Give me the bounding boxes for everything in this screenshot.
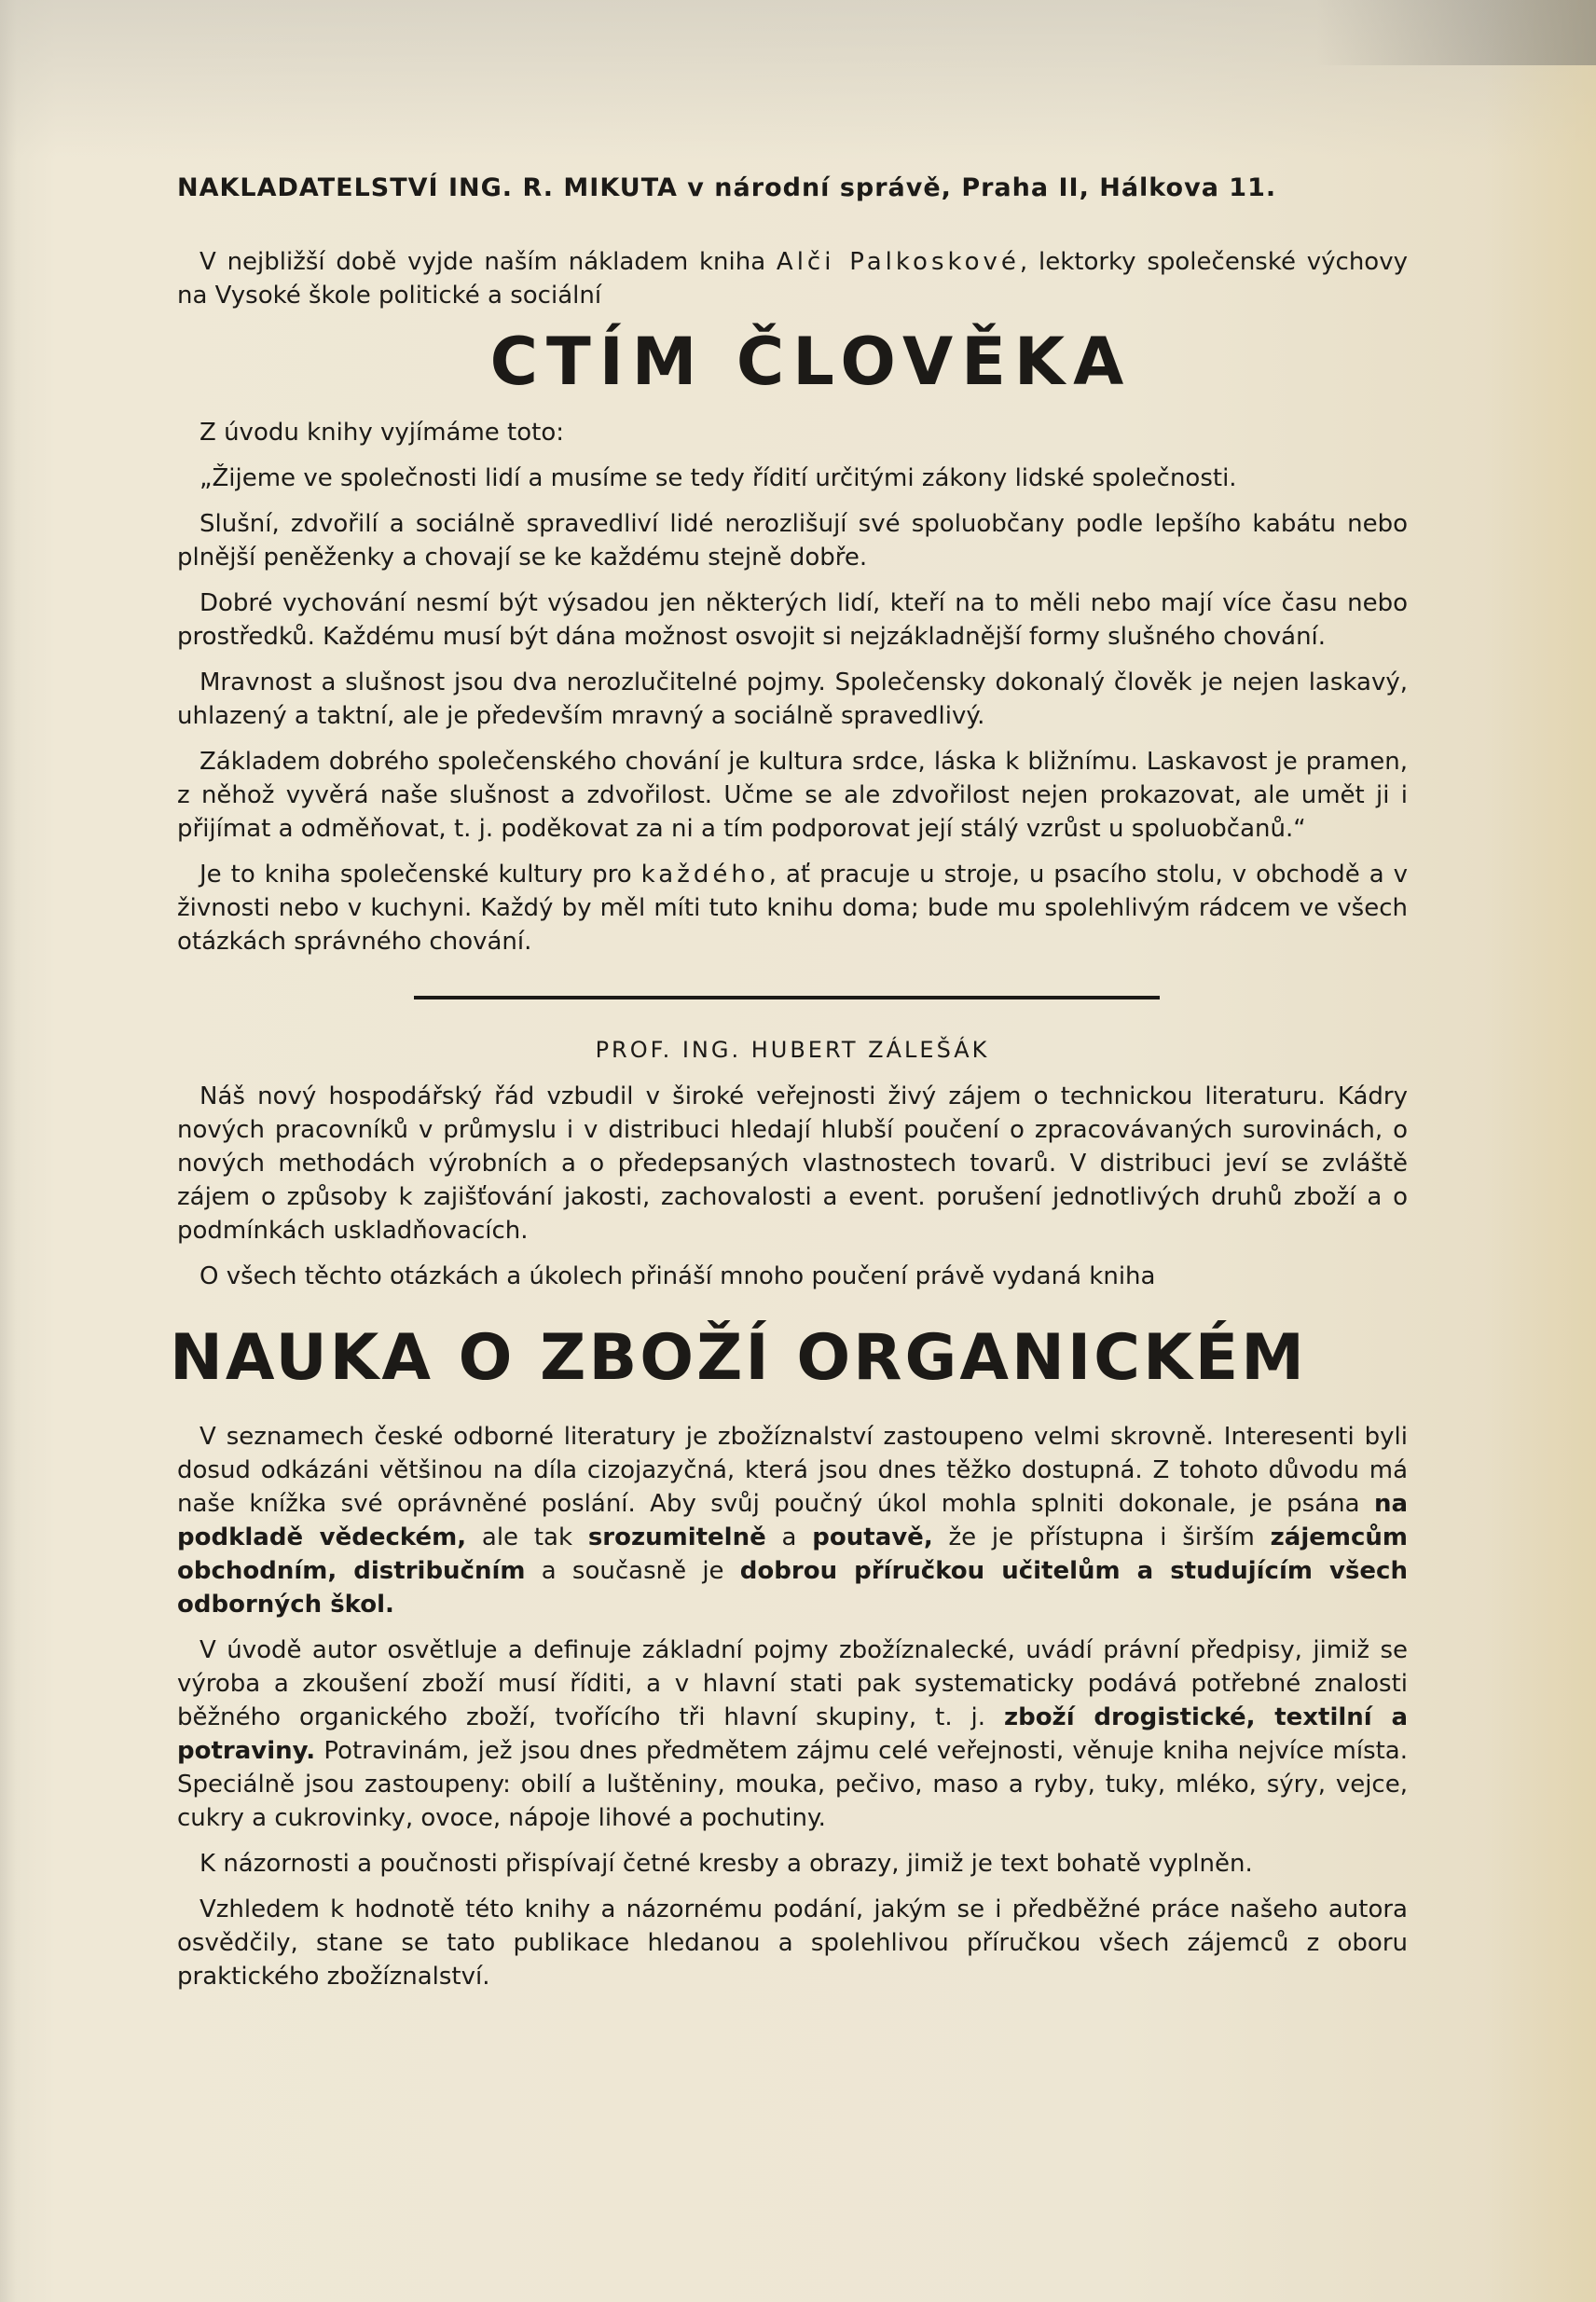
- book1-paragraph: Základem dobrého společenského chování je kultura srdce, láska k bližnímu. Laskavost je pramen, z něhož vyvěrá naše slušnost a zdvořilost. Učme se ale zdvořilost nejen prokazovat, ale umět ji i přijímat a odměňovat, t. j. poděkovat za ni a tím podporovat její stálý vzrůst u spoluobčanů.“: [177, 748, 1408, 843]
- book2-paragraph: O všech těchto otázkách a úkolech přináší mnoho poučení právě vydaná kniha: [200, 1262, 1156, 1290]
- book2-paragraph: V seznamech české odborné literatury je zbožíznalství zastoupeno velmi skrovně. Interesenti byli dosud odkázáni většinou na díla cizojazyčná, která jsou dnes těžko dostupná. Z tohoto důvodu má naše knížka své oprávněné poslání. Aby svůj poučný úkol mohla splniti dokonale, je psána na podkladě vědeckém, ale tak srozumitelně a poutavě, že je přístupna i širším zájemcům obchodním, distribučním a současně je dobrou příručkou učitelům a studujícím všech odborných škol.: [177, 1423, 1408, 1619]
- book1-title: CTÍM ČLOVĚKA: [489, 324, 1133, 400]
- book2-title: NAUKA O ZBOŽÍ ORGANICKÉM: [170, 1321, 1307, 1395]
- book2-paragraph: Vzhledem k hodnotě této knihy a názornému podání, jakým se i předběžné práce našeho autora osvědčily, stane se tato publikace hledanou a spolehlivou příručkou všech zájemců z oboru praktického zbožíznalství.: [177, 1895, 1408, 1991]
- book1-closing: Je to kniha společenské kultury pro každého, ať pracuje u stroje, u psacího stolu, v obchodě a v živnosti nebo v kuchyni. Každý by měl míti tuto knihu doma; bude mu spolehlivým rádcem ve všech otázkách správného chování.: [177, 861, 1408, 956]
- author-name: Alči Palkoskové: [776, 248, 1020, 276]
- book2-paragraph: Náš nový hospodářský řád vzbudil v široké veřejnosti živý zájem o technickou literaturu. Kádry nových pracovníků v průmyslu i v distribuci hledají hlubší poučení o zpracovávaných surovinách, o nových methodách výrobních a o předepsaných vlastnostech tovarů. V distribuci jeví se zvláště zájem o způsoby k zajišťování jakosti, zachovalosti a event. porušení jednotlivých druhů zboží a o podmínkách uskladňovacích.: [177, 1082, 1408, 1245]
- book2-paragraph: K názornosti a poučnosti přispívají četné kresby a obrazy, jimiž je text bohatě vyplněn.: [200, 1850, 1253, 1878]
- paper-edge: [1484, 0, 1596, 2302]
- book1-paragraph: Dobré vychování nesmí být výsadou jen některých lidí, kteří na to měli nebo mají více času nebo prostředků. Každému musí být dána možnost osvojit si nejzákladnější formy slušného chování.: [177, 589, 1408, 651]
- book2-author: PROF. ING. HUBERT ZÁLEŠÁK: [595, 1037, 990, 1063]
- book1-paragraph: Mravnost a slušnost jsou dva nerozlučitelné pojmy. Společensky dokonalý člověk je nejen laskavý, uhlazený a taktní, ale je především mravný a sociálně spravedlivý.: [177, 669, 1408, 730]
- document-body: [170, 173, 1408, 2006]
- paper-corner: [1316, 0, 1596, 65]
- book1-paragraph: Slušní, zdvořilí a sociálně spravedliví lidé nerozlišují své spoluobčany podle lepšího kabátu nebo plnější peněženky a chovají se ke každému stejně dobře.: [177, 510, 1408, 572]
- section-divider: [414, 996, 1160, 999]
- book1-intro: V nejbližší době vyjde naším nákladem kniha Alči Palkoskové, lektorky společenské výchovy na Vysoké škole politické a sociální: [177, 248, 1408, 310]
- publisher-header: NAKLADATELSTVÍ ING. R. MIKUTA v národní správě, Praha II, Hálkova 11.: [177, 173, 1277, 202]
- book1-paragraph: „Žijeme ve společnosti lidí a musíme se tedy řídití určitými zákony lidské společnosti.: [200, 464, 1237, 492]
- book1-lead: Z úvodu knihy vyjímáme toto:: [200, 419, 565, 447]
- book2-paragraph: V úvodě autor osvětluje a definuje základní pojmy zbožíznalecké, uvádí právní předpisy, jimiž se výroba a zkoušení zboží musí říditi, a v hlavní stati pak systematicky podává potřebné znalosti běžného organického zboží, tvořícího tři hlavní skupiny, t. j. zboží drogistické, textilní a potraviny. Potravinám, jež jsou dnes předmětem zájmu celé veřejnosti, věnuje kniha nejvíce místa. Speciálně jsou zastoupeny: obilí a luštěniny, mouka, pečivo, maso a ryby, tuky, mléko, sýry, vejce, cukry a cukrovinky, ovoce, nápoje lihové a pochutiny.: [177, 1636, 1408, 1832]
